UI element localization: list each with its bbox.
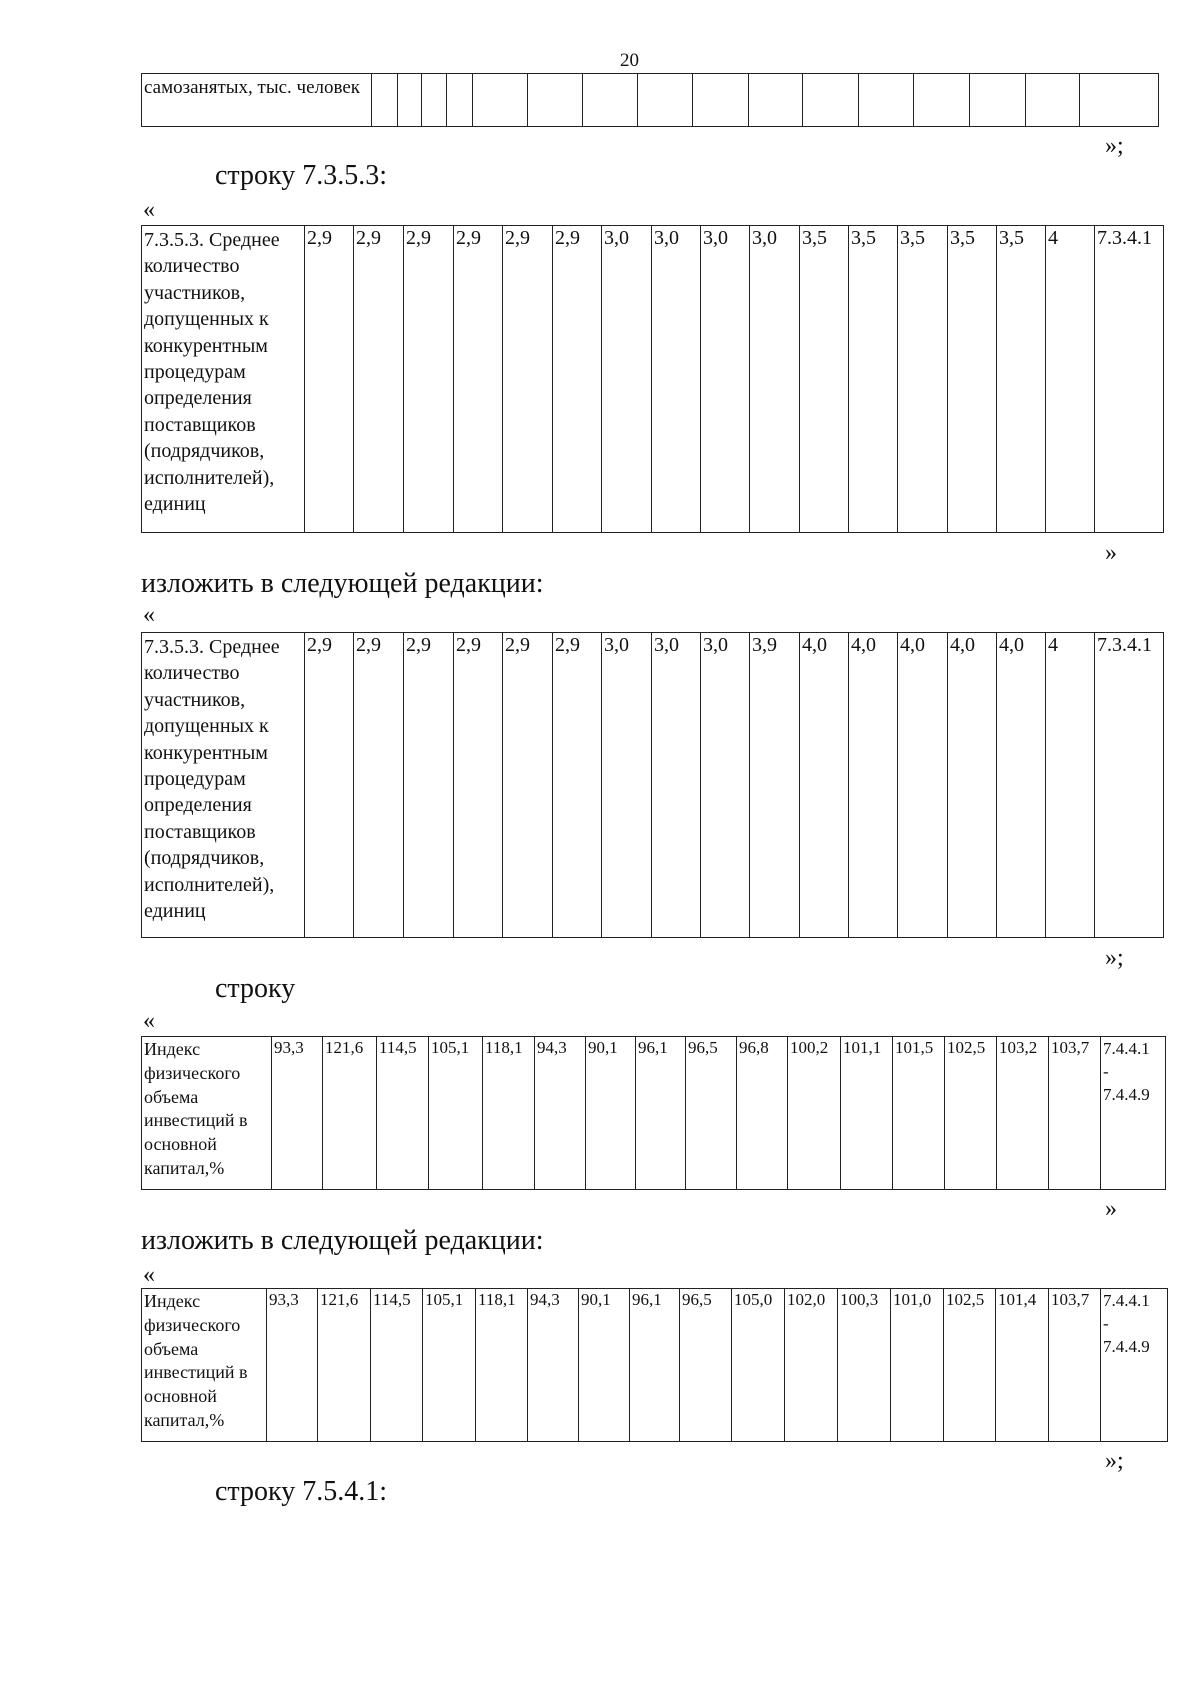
value-cell: 102,5 xyxy=(944,1289,996,1442)
value-cell: 94,3 xyxy=(535,1037,586,1190)
value-cell: 3,5 xyxy=(849,226,898,533)
value-cell: 102,0 xyxy=(785,1289,838,1442)
table-7-3-5-3-new xyxy=(141,632,1164,938)
ref-dash: - xyxy=(1103,1313,1109,1333)
value-cell: 2,9 xyxy=(404,633,454,938)
value-cell: 96,5 xyxy=(686,1037,737,1190)
value-cell: 121,6 xyxy=(323,1037,377,1190)
ref-end: 7.4.4.9 xyxy=(1103,1336,1150,1356)
value-cell: 2,9 xyxy=(454,633,503,938)
table-7-3-5-3-old xyxy=(141,225,1164,533)
value-cell: 101,0 xyxy=(891,1289,944,1442)
value-cell: 3,9 xyxy=(750,633,800,938)
value-cell: 93,3 xyxy=(272,1037,323,1190)
value-cell: 96,1 xyxy=(630,1289,680,1442)
value-cell: 3,5 xyxy=(997,226,1046,533)
value-cell: 3,0 xyxy=(701,633,750,938)
quote-close: » xyxy=(1105,1196,1117,1222)
quote-close: » xyxy=(1105,540,1117,566)
section-heading: изложить в следующей редакции: xyxy=(141,1225,544,1256)
value-cell: 3,5 xyxy=(800,226,849,533)
value-cell: 4,0 xyxy=(997,633,1046,938)
row-label: Индекс физического объема инвестиций в основной капитал,% xyxy=(142,1037,272,1190)
value-cell: 93,3 xyxy=(267,1289,318,1442)
value-cell: 101,5 xyxy=(893,1037,945,1190)
table-investment-index-old xyxy=(141,1036,1166,1190)
value-cell: 2,9 xyxy=(503,633,553,938)
value-cell: 3,0 xyxy=(750,226,800,533)
value-cell: 90,1 xyxy=(579,1289,630,1442)
quote-close: »; xyxy=(1105,945,1124,971)
table-investment-index-new xyxy=(141,1288,1168,1442)
value-cell: 118,1 xyxy=(476,1289,528,1442)
value-cell: 3,0 xyxy=(652,226,701,533)
table-row xyxy=(142,1289,1168,1442)
ref-dash: - xyxy=(1103,1061,1109,1081)
row-label: самозанятых, тыс. человек xyxy=(142,74,372,127)
value-cell: 2,9 xyxy=(553,633,602,938)
table-row xyxy=(142,74,1159,127)
page-number: 20 xyxy=(620,50,639,71)
table-row xyxy=(142,633,1164,938)
value-cell: 103,7 xyxy=(1049,1037,1101,1190)
value-cell: 118,1 xyxy=(483,1037,535,1190)
ref-start: 7.4.4.1 xyxy=(1103,1291,1150,1310)
value-cell: 103,7 xyxy=(1049,1289,1101,1442)
value-cell: 4 xyxy=(1046,633,1095,938)
value-cell: 96,1 xyxy=(636,1037,686,1190)
value-cell: 94,3 xyxy=(528,1289,579,1442)
quote-open: « xyxy=(143,1008,155,1034)
ref-cell xyxy=(1101,1289,1168,1442)
value-cell: 90,1 xyxy=(586,1037,636,1190)
value-cell: 105,0 xyxy=(732,1289,785,1442)
ref-cell: 7.3.4.1 xyxy=(1095,226,1164,533)
value-cell: 4 xyxy=(1046,226,1095,533)
value-cell: 96,8 xyxy=(737,1037,788,1190)
value-cell: 121,6 xyxy=(318,1289,371,1442)
value-cell: 3,0 xyxy=(652,633,701,938)
row-label: 7.3.5.3. Среднее количество участников, допущенных к конкурентным процедурам определения поставщиков (подрядчиков, исполнителей), единиц xyxy=(142,633,305,938)
value-cell: 105,1 xyxy=(423,1289,476,1442)
value-cell: 3,0 xyxy=(701,226,750,533)
section-heading: строку 7.3.5.3: xyxy=(215,160,387,191)
value-cell: 3,5 xyxy=(898,226,948,533)
quote-close: »; xyxy=(1105,1448,1124,1474)
value-cell: 2,9 xyxy=(503,226,553,533)
value-cell: 2,9 xyxy=(305,633,354,938)
value-cell: 3,0 xyxy=(602,633,652,938)
value-cell: 114,5 xyxy=(377,1037,429,1190)
value-cell: 102,5 xyxy=(945,1037,997,1190)
value-cell: 96,5 xyxy=(680,1289,732,1442)
value-cell: 100,3 xyxy=(838,1289,891,1442)
table-row xyxy=(142,226,1164,533)
table-row xyxy=(142,1037,1166,1190)
ref-cell xyxy=(1101,1037,1166,1190)
value-cell: 2,9 xyxy=(404,226,454,533)
row-label: Индекс физического объема инвестиций в основной капитал,% xyxy=(142,1289,267,1442)
ref-end: 7.4.4.9 xyxy=(1103,1084,1150,1104)
value-cell: 3,0 xyxy=(602,226,652,533)
section-heading: строку 7.5.4.1: xyxy=(215,1476,387,1507)
quote-close: »; xyxy=(1105,133,1124,159)
value-cell: 103,2 xyxy=(997,1037,1049,1190)
row-label: 7.3.5.3. Среднее количество участников, допущенных к конкурентным процедурам определения поставщиков (подрядчиков, исполнителей), единиц xyxy=(142,226,305,533)
value-cell: 4,0 xyxy=(898,633,948,938)
ref-start: 7.4.4.1 xyxy=(1103,1039,1150,1058)
section-heading: изложить в следующей редакции: xyxy=(141,568,544,599)
value-cell: 2,9 xyxy=(354,633,404,938)
intro-table xyxy=(141,73,1159,127)
value-cell: 114,5 xyxy=(371,1289,423,1442)
quote-open: « xyxy=(143,1262,155,1288)
value-cell: 101,4 xyxy=(996,1289,1049,1442)
value-cell: 2,9 xyxy=(553,226,602,533)
quote-open: « xyxy=(143,602,155,628)
quote-open: « xyxy=(143,197,155,223)
value-cell: 100,2 xyxy=(788,1037,841,1190)
value-cell: 4,0 xyxy=(800,633,849,938)
value-cell: 4,0 xyxy=(948,633,997,938)
value-cell: 2,9 xyxy=(354,226,404,533)
value-cell: 2,9 xyxy=(305,226,354,533)
value-cell: 101,1 xyxy=(841,1037,893,1190)
value-cell: 105,1 xyxy=(429,1037,483,1190)
value-cell: 2,9 xyxy=(454,226,503,533)
value-cell: 4,0 xyxy=(849,633,898,938)
value-cell: 3,5 xyxy=(948,226,997,533)
section-heading: строку xyxy=(215,973,296,1004)
ref-cell: 7.3.4.1 xyxy=(1095,633,1164,938)
